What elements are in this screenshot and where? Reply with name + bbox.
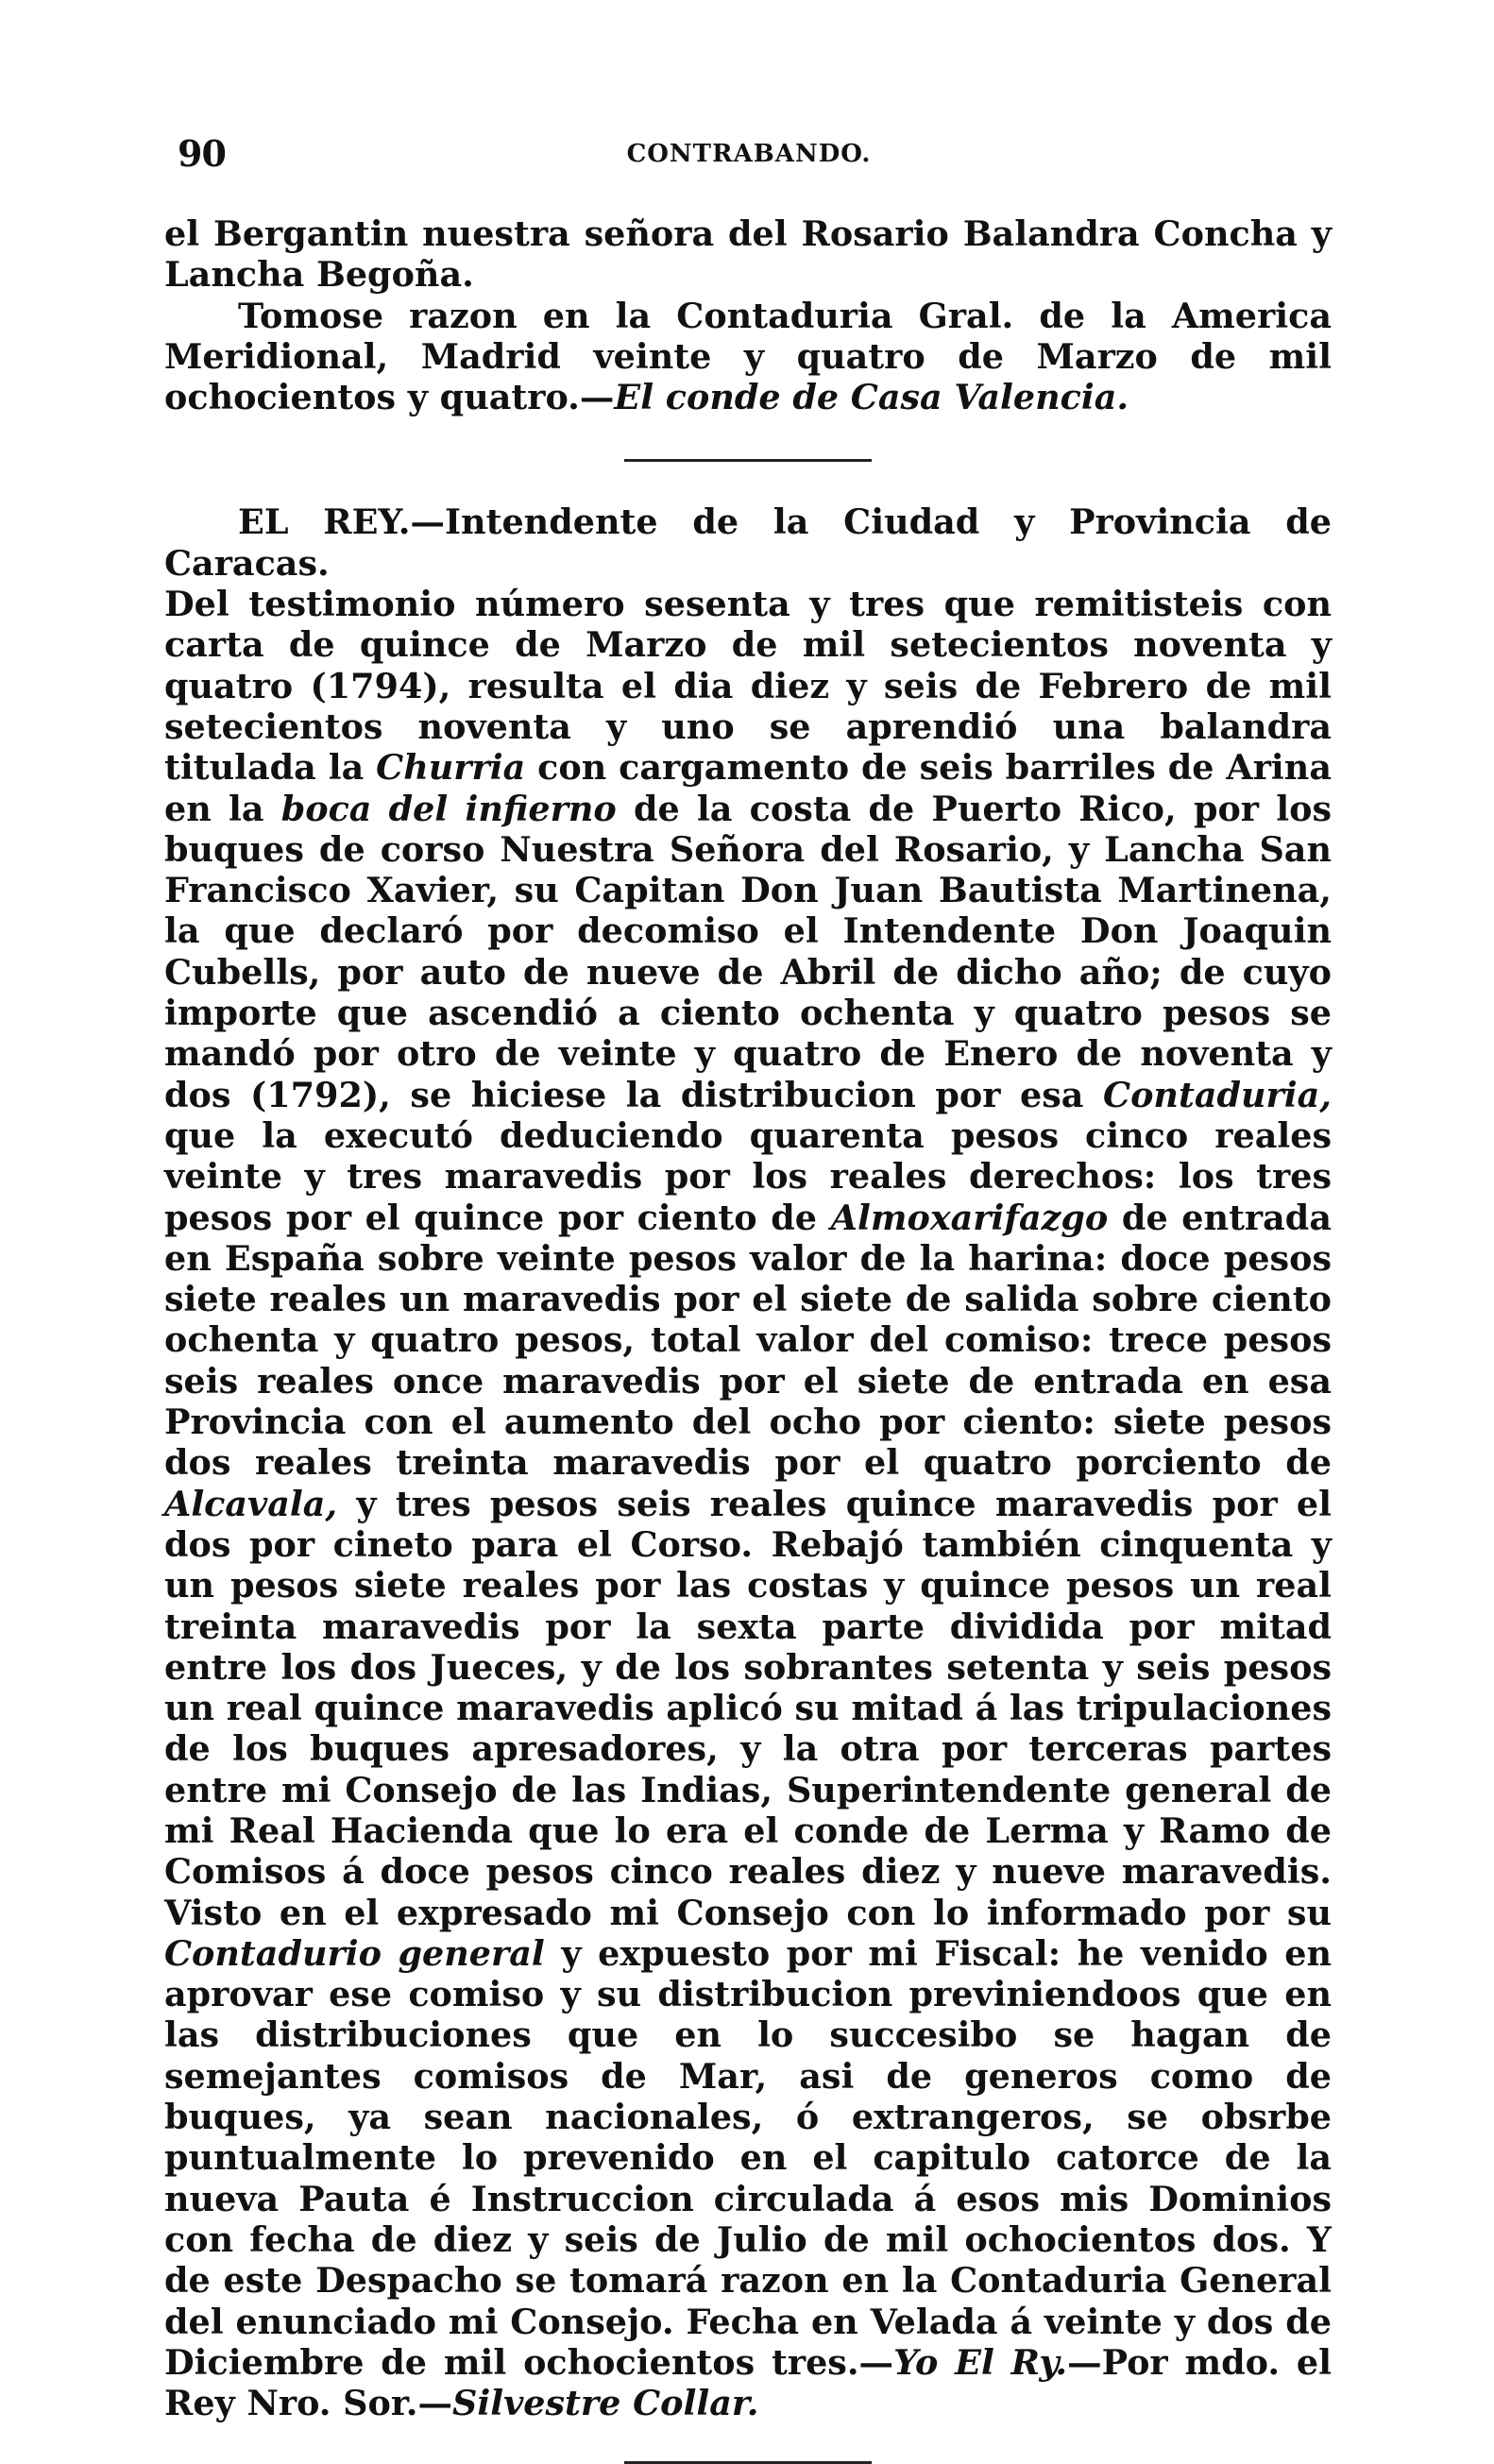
section-divider	[624, 459, 872, 462]
paragraph-registration-note	[164, 296, 1332, 418]
registration-text: Tomose razon en la Contaduria Gral. de la America Meridional, Madrid veinte y quatro de Marzo de mil ochocientos y quatro.—	[164, 295, 1332, 418]
registration-signature: El conde de Casa Valencia.	[614, 377, 1129, 418]
decree-text: Del testimonio número sesenta y tres que remitisteis con carta de quince de Marzo de mil setecientos noventa y quatro (1794), resulta el dia diez y seis de Febrero de mil setecientos noventa y uno se aprendió una balandra titulada la	[164, 584, 1332, 789]
decree-text: con cargamento de seis barriles de Arina en la	[164, 747, 1332, 829]
royal-decree-heading: EL REY.—Intendente de la Ciudad y Provincia de Caracas.	[164, 501, 1332, 584]
page-header	[168, 132, 1330, 179]
signature-silvestre-collar: Silvestre Collar.	[451, 2383, 759, 2424]
term-almoxarifazgo: Almoxarifazgo	[830, 1197, 1109, 1238]
paragraph-continuation: el Bergantin nuestra señora del Rosario Balandra Concha y Lancha Begoña.	[164, 213, 1332, 296]
page-number: 90	[178, 132, 226, 175]
decree-text: de entrada en España sobre veinte pesos valor de la harina: doce pesos siete reales un maravedis por el siete de salida sobre ciento ochenta y quatro pesos, total valor del comiso: trece pesos seis reales once maravedis por el siete de entrada en esa Provincia con el aumento del ocho por ciento: siete pesos dos reales treinta maravedis por el quatro porciento de	[164, 1197, 1332, 1484]
signature-yo-el-rey: Yo El Ry.	[893, 2341, 1068, 2383]
place-boca-del-infierno: boca del infierno	[280, 788, 617, 829]
decree-text: que la executó deduciendo quarenta pesos cinco reales veinte y tres maravedis por los reales derechos: los tres pesos por el quince por ciento de	[164, 1114, 1332, 1238]
running-head: CONTRABANDO.	[626, 140, 872, 168]
decree-text: —Por mdo. el Rey Nro. Sor.—	[164, 2341, 1332, 2424]
term-contaduria: Contaduria,	[1103, 1074, 1332, 1115]
document-body	[164, 213, 1332, 2464]
royal-decree-body	[164, 584, 1332, 2423]
decree-text: y tres pesos seis reales quince maravedis por el dos por cineto para el Corso. Rebajó también cinquenta y un pesos siete reales por las costas y quince pesos un real treinta maravedis por la sexta parte dividida por mitad entre los dos Jueces, y de los sobrantes setenta y seis pesos un real quince maravedis aplicó su mitad á las tripulaciones de los buques apresadores, y la otra por terceras partes entre mi Consejo de las Indias, Superintendente general de mi Real Hacienda que lo era el conde de Lerma y Ramo de Comisos á doce pesos cinco reales diez y nueve maravedis. Visto en el expresado mi Consejo con lo informado por su	[164, 1483, 1332, 1933]
term-alcavala: Alcavala,	[164, 1483, 338, 1524]
ship-name-churria: Churria	[376, 747, 526, 789]
term-contaduria-general: Contadurio general	[164, 1932, 545, 1974]
decree-text: de la costa de Puerto Rico, por los buques de corso Nuestra Señora del Rosario, y Lancha San Francisco Xavier, su Capitan Don Juan Bautista Martinena, la que declaró por decomiso el Intendente Don Joaquin Cubells, por auto de nueve de Abril de dicho año; de cuyo importe que ascendió a ciento ochenta y quatro pesos se mandó por otro de veinte y quatro de Enero de noventa y dos (1792), se hiciese la distribucion por esa	[164, 788, 1333, 1115]
decree-text: y expuesto por mi Fiscal: he venido en aprovar ese comiso y su distribucion previniendoos que en las distribuciones que en lo succesibo se hagan de semejantes comisos de Mar, asi de generos como de buques, ya sean nacionales, ó extrangeros, se obsrbe puntualmente lo prevenido en el capitulo catorce de la nueva Pauta é Instruccion circulada á esos mis Dominios con fecha de diez y seis de Julio de mil ochocientos dos. Y de este Despacho se tomará razon en la Contaduria General del enunciado mi Consejo. Fecha en Velada á veinte y dos de Diciembre de mil ochocientos tres.—	[164, 1932, 1332, 2383]
